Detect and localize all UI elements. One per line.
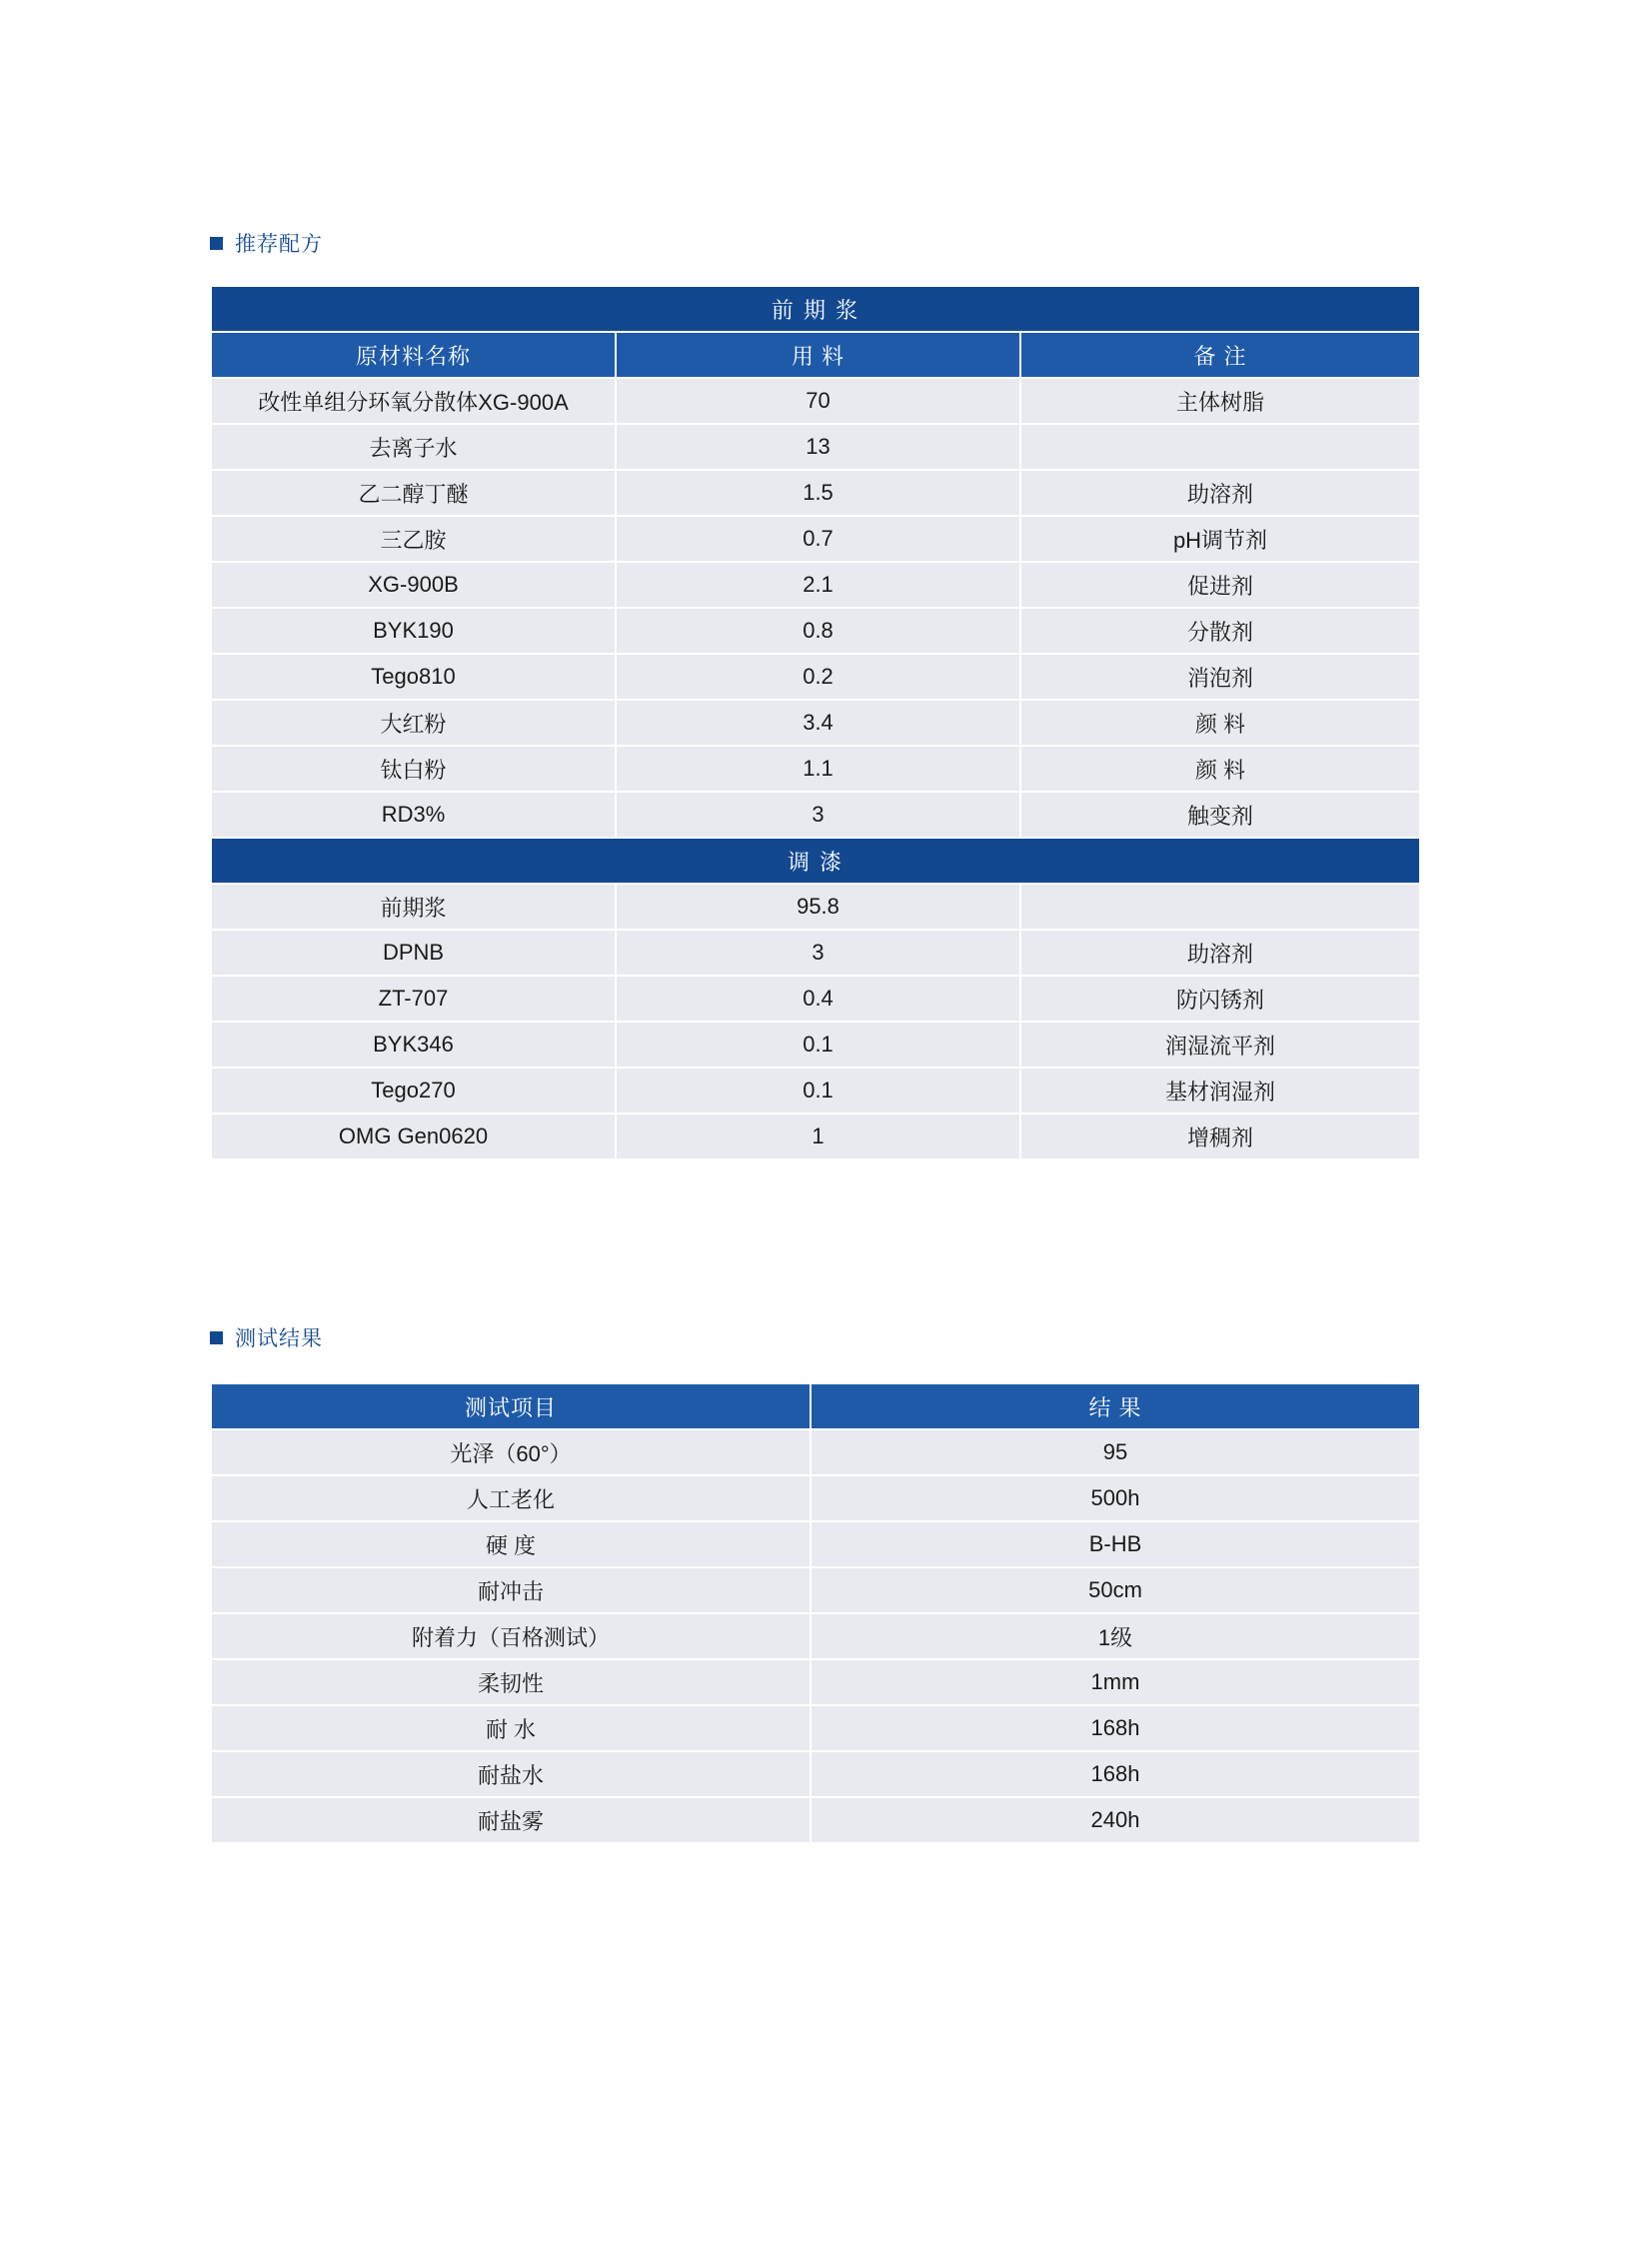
table-band-row (211, 286, 1420, 332)
table-row (211, 1567, 1420, 1613)
band-label-paint-adjust: 调 漆 (211, 838, 1420, 884)
cell-material: BYK346 (211, 1022, 616, 1068)
cell-note: 触变剂 (1020, 792, 1420, 838)
cell-material: ZT-707 (211, 976, 616, 1022)
cell-note: 颜 料 (1020, 746, 1420, 792)
cell-material: 钛白粉 (211, 746, 616, 792)
cell-material: 去离子水 (211, 424, 616, 470)
table-row (211, 562, 1420, 608)
cell-material: 乙二醇丁醚 (211, 470, 616, 516)
cell-test-result: B-HB (811, 1521, 1420, 1567)
cell-note: 颜 料 (1020, 700, 1420, 746)
cell-note: 基材润湿剂 (1020, 1068, 1420, 1114)
column-header-note: 备 注 (1020, 332, 1420, 378)
square-bullet-icon (210, 1331, 223, 1344)
cell-amount: 0.8 (616, 608, 1020, 654)
cell-amount: 0.7 (616, 516, 1020, 562)
cell-test-result: 1级 (811, 1613, 1420, 1659)
cell-amount: 95.8 (616, 884, 1020, 930)
cell-material: 大红粉 (211, 700, 616, 746)
table-header-row (211, 332, 1420, 378)
cell-note: 润湿流平剂 (1020, 1022, 1420, 1068)
cell-material: 前期浆 (211, 884, 616, 930)
cell-test-result: 168h (811, 1751, 1420, 1797)
column-header-amount: 用 料 (616, 332, 1020, 378)
cell-material: DPNB (211, 930, 616, 976)
table-row (211, 930, 1420, 976)
cell-note (1020, 424, 1420, 470)
cell-note (1020, 884, 1420, 930)
section-title-test: 测试结果 (235, 1327, 323, 1350)
table-row (211, 884, 1420, 930)
table-row (211, 470, 1420, 516)
cell-material: 改性单组分环氧分散体XG-900A (211, 378, 616, 424)
cell-test-item: 光泽（60°） (211, 1429, 811, 1475)
table-row (211, 792, 1420, 838)
formula-table (210, 285, 1421, 1160)
cell-test-result: 240h (811, 1797, 1420, 1843)
cell-amount: 3 (616, 930, 1020, 976)
column-header-test-result: 结 果 (811, 1383, 1420, 1429)
table-row (211, 1613, 1420, 1659)
cell-amount: 1.1 (616, 746, 1020, 792)
cell-amount: 0.1 (616, 1068, 1020, 1114)
band-label-pre-paste: 前 期 浆 (211, 286, 1420, 332)
table-header-row (211, 1383, 1420, 1429)
table-row (211, 1705, 1420, 1751)
table-row (211, 1022, 1420, 1068)
cell-note: 助溶剂 (1020, 930, 1420, 976)
cell-test-result: 168h (811, 1705, 1420, 1751)
cell-test-result: 50cm (811, 1567, 1420, 1613)
section-heading-test (210, 1322, 323, 1352)
table-row (211, 700, 1420, 746)
table-row (211, 654, 1420, 700)
column-header-material: 原材料名称 (211, 332, 616, 378)
column-header-test-item: 测试项目 (211, 1383, 811, 1429)
square-bullet-icon (210, 237, 223, 250)
cell-amount: 2.1 (616, 562, 1020, 608)
cell-amount: 13 (616, 424, 1020, 470)
cell-note: 增稠剂 (1020, 1114, 1420, 1159)
cell-test-item: 附着力（百格测试） (211, 1613, 811, 1659)
table-row (211, 1114, 1420, 1159)
cell-material: Tego810 (211, 654, 616, 700)
cell-amount: 1 (616, 1114, 1020, 1159)
table-row (211, 746, 1420, 792)
cell-amount: 3.4 (616, 700, 1020, 746)
cell-amount: 0.1 (616, 1022, 1020, 1068)
cell-amount: 1.5 (616, 470, 1020, 516)
cell-test-result: 500h (811, 1475, 1420, 1521)
cell-test-item: 柔韧性 (211, 1659, 811, 1705)
cell-material: BYK190 (211, 608, 616, 654)
cell-note: pH调节剂 (1020, 516, 1420, 562)
cell-note: 防闪锈剂 (1020, 976, 1420, 1022)
table-row (211, 1521, 1420, 1567)
cell-note: 助溶剂 (1020, 470, 1420, 516)
table-row (211, 1475, 1420, 1521)
cell-material: 三乙胺 (211, 516, 616, 562)
cell-amount: 0.4 (616, 976, 1020, 1022)
cell-note: 促进剂 (1020, 562, 1420, 608)
cell-note: 主体树脂 (1020, 378, 1420, 424)
table-row (211, 1659, 1420, 1705)
cell-material: Tego270 (211, 1068, 616, 1114)
cell-test-item: 耐盐水 (211, 1751, 811, 1797)
cell-amount: 3 (616, 792, 1020, 838)
table-row (211, 1797, 1420, 1843)
section-heading-formula (210, 228, 323, 258)
table-row (211, 608, 1420, 654)
cell-test-item: 耐冲击 (211, 1567, 811, 1613)
table-row (211, 516, 1420, 562)
cell-amount: 70 (616, 378, 1020, 424)
cell-test-item: 耐盐雾 (211, 1797, 811, 1843)
cell-material: OMG Gen0620 (211, 1114, 616, 1159)
table-row (211, 1068, 1420, 1114)
cell-material: XG-900B (211, 562, 616, 608)
cell-test-result: 1mm (811, 1659, 1420, 1705)
cell-note: 消泡剂 (1020, 654, 1420, 700)
table-row (211, 1751, 1420, 1797)
table-row (211, 424, 1420, 470)
table-row (211, 378, 1420, 424)
table-band-row (211, 838, 1420, 884)
cell-test-item: 硬 度 (211, 1521, 811, 1567)
cell-test-item: 人工老化 (211, 1475, 811, 1521)
test-results-table (210, 1382, 1421, 1844)
cell-material: RD3% (211, 792, 616, 838)
table-row (211, 1429, 1420, 1475)
table-row (211, 976, 1420, 1022)
cell-test-result: 95 (811, 1429, 1420, 1475)
cell-test-item: 耐 水 (211, 1705, 811, 1751)
section-title-formula: 推荐配方 (235, 233, 323, 256)
cell-amount: 0.2 (616, 654, 1020, 700)
cell-note: 分散剂 (1020, 608, 1420, 654)
